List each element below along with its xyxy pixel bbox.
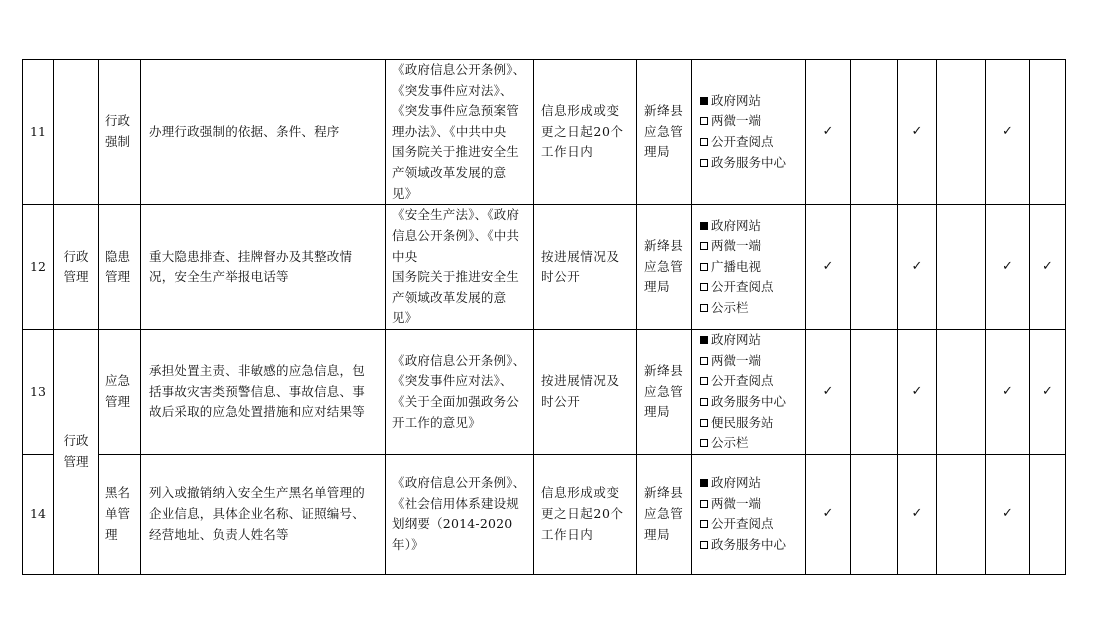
time-limit-cell: 按进展情况及时公开 [534,330,637,455]
channel-list [692,205,806,330]
channel-option: 政府网站 [700,216,797,237]
channel-option: 公开查阅点 [700,514,797,535]
check-mark-icon: ✓ [1030,205,1066,330]
row-number: 13 [23,330,54,455]
checkbox-checked-icon [700,479,708,487]
checkbox-checked-icon [700,222,708,230]
check-mark-icon: ✓ [806,454,851,574]
checkbox-empty-icon [700,439,708,447]
item-name: 应急管理 [99,330,141,455]
checkbox-checked-icon [700,97,708,105]
check-mark-icon: ✓ [986,60,1030,205]
row-number: 11 [23,60,54,205]
channel-option: 两微一端 [700,111,797,132]
mark-cell [937,60,986,205]
channel-option: 广播电视 [700,257,797,278]
channel-option: 两微一端 [700,236,797,257]
mark-cell [1030,454,1066,574]
basis-cell: 《安全生产法》、《政府 信息公开条例》、《中共 中央 国务院关于推进安全生 产领域改革发展的意 见》 [386,205,534,330]
channel-option: 公示栏 [700,433,797,454]
check-mark-icon: ✓ [898,205,937,330]
channel-option: 政府网站 [700,91,797,112]
table-row [23,454,1066,574]
table-row [23,330,1066,455]
check-mark-icon: ✓ [806,60,851,205]
subject-cell: 新绛县应急管理局 [637,454,692,574]
subject-cell: 新绛县应急管理局 [637,205,692,330]
check-mark-icon: ✓ [898,454,937,574]
channel-list [692,330,806,455]
basis-cell: 《政府信息公开条例》、 《突发事件应对法》、 《关于全面加强政务公 开工作的意见》 [386,330,534,455]
check-mark-icon: ✓ [986,330,1030,455]
checkbox-empty-icon [700,242,708,250]
checkbox-checked-icon [700,336,708,344]
checkbox-empty-icon [700,520,708,528]
channel-option: 两微一端 [700,494,797,515]
disclosure-table [22,59,1066,575]
channel-option: 公开查阅点 [700,371,797,392]
basis-cell: 《政府信息公开条例》、 《突发事件应对法》、 《突发事件应急预案管 理办法》、《中共中央 国务院关于推进安全生 产领域改革发展的意 见》 [386,60,534,205]
check-mark-icon: ✓ [806,330,851,455]
channel-option: 政务服务中心 [700,153,797,174]
subject-cell: 新绛县应急管理局 [637,330,692,455]
content-cell: 列入或撤销纳入安全生产黑名单管理的企业信息，具体企业名称、证照编号、经营地址、负责人姓名等 [141,454,386,574]
content-cell: 办理行政强制的依据、条件、程序 [141,60,386,205]
category-cell [54,60,99,205]
channel-option: 两微一端 [700,351,797,372]
time-limit-cell: 信息形成或变更之日起20个工作日内 [534,60,637,205]
category-cell: 行政管理 [54,330,99,575]
channel-option: 政府网站 [700,330,797,351]
subject-cell: 新绛县应急管理局 [637,60,692,205]
channel-option: 公示栏 [700,298,797,319]
item-name: 隐患管理 [99,205,141,330]
mark-cell [851,60,898,205]
checkbox-empty-icon [700,500,708,508]
mark-cell [937,205,986,330]
content-cell: 承担处置主责、非敏感的应急信息，包括事故灾害类预警信息、事故信息、事故后采取的应急处置措施和应对结果等 [141,330,386,455]
channel-option: 便民服务站 [700,413,797,434]
check-mark-icon: ✓ [986,205,1030,330]
mark-cell [851,205,898,330]
row-number: 12 [23,205,54,330]
item-name: 行政强制 [99,60,141,205]
table-row [23,205,1066,330]
checkbox-empty-icon [700,419,708,427]
basis-cell: 《政府信息公开条例》、 《社会信用体系建设规 划纲要（2014-2020 年）》 [386,454,534,574]
mark-cell [851,330,898,455]
table-row [23,60,1066,205]
channel-option: 公开查阅点 [700,277,797,298]
checkbox-empty-icon [700,541,708,549]
checkbox-empty-icon [700,263,708,271]
checkbox-empty-icon [700,357,708,365]
check-mark-icon: ✓ [898,60,937,205]
channel-list [692,454,806,574]
channel-option: 政务服务中心 [700,535,797,556]
mark-cell [937,330,986,455]
checkbox-empty-icon [700,398,708,406]
time-limit-cell: 按进展情况及时公开 [534,205,637,330]
time-limit-cell: 信息形成或变更之日起20个工作日内 [534,454,637,574]
checkbox-empty-icon [700,283,708,291]
mark-cell [851,454,898,574]
checkbox-empty-icon [700,138,708,146]
item-name: 黑名单管理 [99,454,141,574]
mark-cell [1030,60,1066,205]
channel-option: 政府网站 [700,473,797,494]
channel-list [692,60,806,205]
checkbox-empty-icon [700,377,708,385]
content-cell: 重大隐患排查、挂牌督办及其整改情况，安全生产举报电话等 [141,205,386,330]
check-mark-icon: ✓ [986,454,1030,574]
checkbox-empty-icon [700,304,708,312]
channel-option: 政务服务中心 [700,392,797,413]
check-mark-icon: ✓ [1030,330,1066,455]
category-cell: 行政管理 [54,205,99,330]
checkbox-empty-icon [700,117,708,125]
row-number: 14 [23,454,54,574]
checkbox-empty-icon [700,159,708,167]
check-mark-icon: ✓ [806,205,851,330]
mark-cell [937,454,986,574]
check-mark-icon: ✓ [898,330,937,455]
channel-option: 公开查阅点 [700,132,797,153]
